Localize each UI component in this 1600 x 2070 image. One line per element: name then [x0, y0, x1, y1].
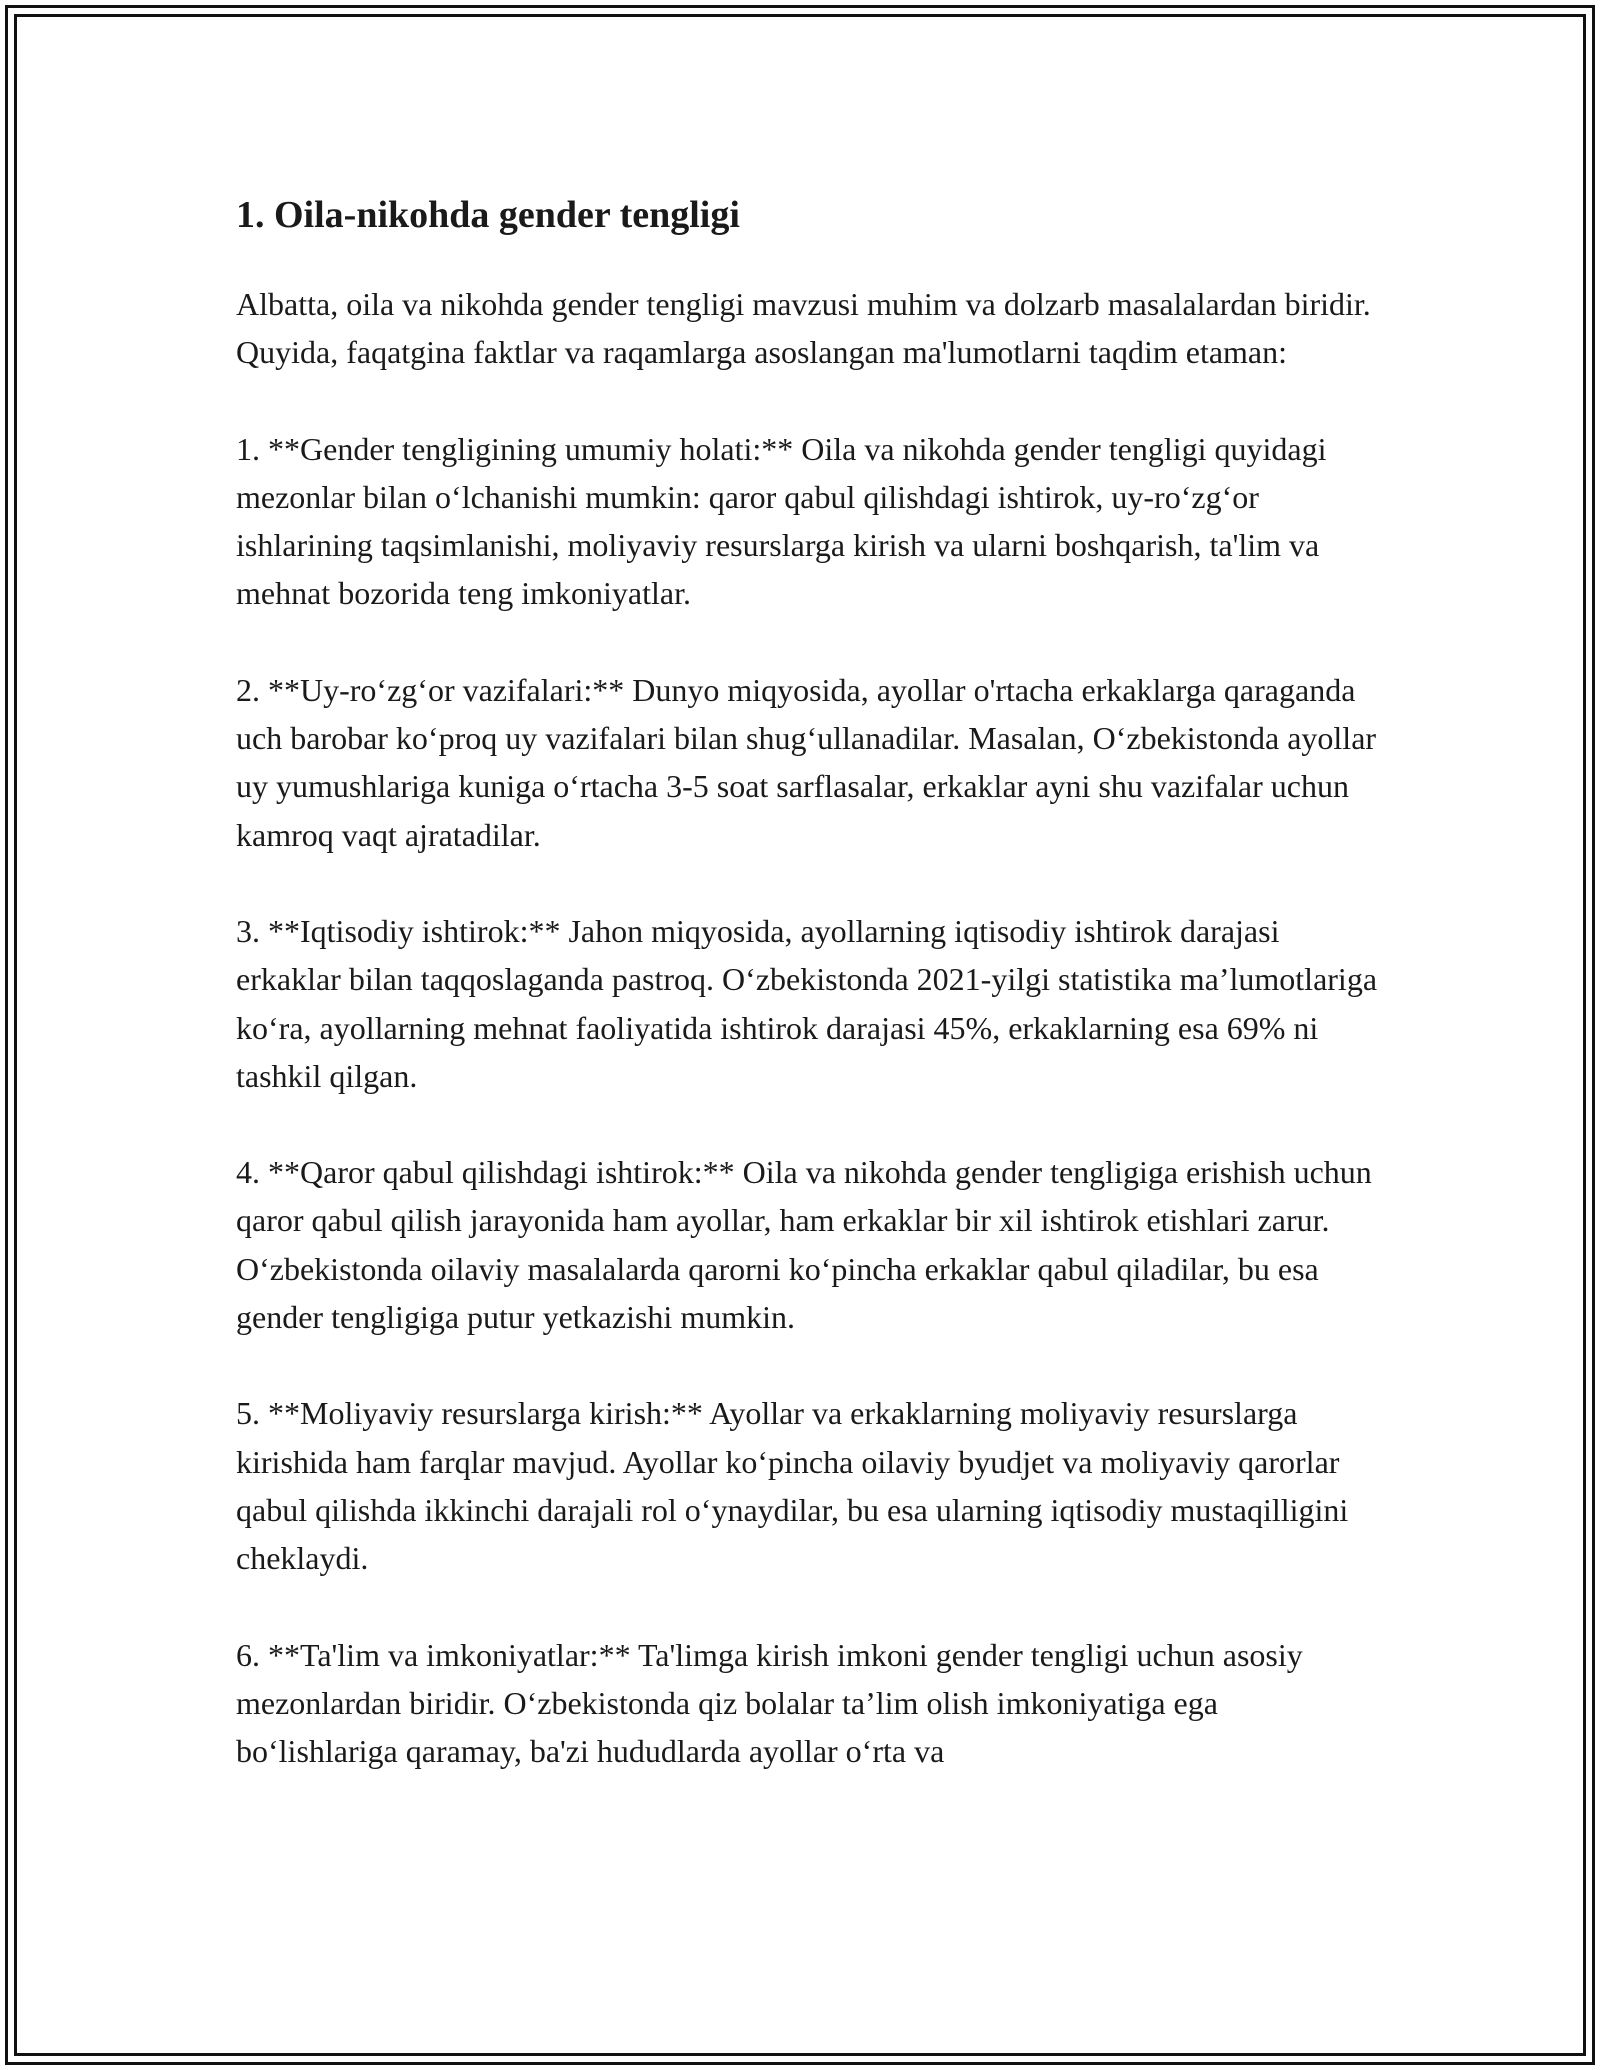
document-body	[236, 186, 1386, 1823]
paragraph-4: 4. **Qaror qabul qilishdagi ishtirok:** Oila va nikohda gender tengligiga erishish uchun qaror qabul qilish jarayonida ham ayollar, ham erkaklar bir xil ishtirok etishlari zarur. O‘zbekistonda oilaviy masalalarda qarorni ko‘pincha erkaklar qabul qiladilar, bu esa gender tengligiga putur yetkazishi mumkin.	[236, 1154, 1372, 1336]
paragraph-1: 1. **Gender tengligining umumiy holati:** Oila va nikohda gender tengligi quyidagi mezonlar bilan o‘lchanishi mumkin: qaror qabul qilishdagi ishtirok, uy-ro‘zg‘or ishlarining taqsimlanishi, moliyaviy resurslarga kirish va ularni boshqarish, ta'lim va mehnat bozorida teng imkoniyatlar.	[236, 430, 1327, 612]
paragraph-6: 6. **Ta'lim va imkoniyatlar:** Ta'limga kirish imkoni gender tengligi uchun asosiy mezonlardan biridir. O‘zbekistonda qiz bolalar ta’lim olish imkoniyatiga ega bo‘lishlariga qaramay, ba'zi hududlarda ayollar o‘rta va	[236, 1636, 1303, 1770]
document-title: 1. Oila-nikohda gender tengligi	[236, 194, 740, 236]
paragraph-2: 2. **Uy-ro‘zg‘or vazifalari:** Dunyo miqyosida, ayollar o'rtacha erkaklarga qaraganda uch barobar ko‘proq uy vazifalari bilan shug‘ullanadilar. Masalan, O‘zbekistonda ayollar uy yumushlariga kuniga o‘rtacha 3-5 soat sarflasalar, erkaklar ayni shu vazifalar uchun kamroq vaqt ajratadilar.	[236, 671, 1377, 853]
paragraph-3: 3. **Iqtisodiy ishtirok:** Jahon miqyosida, ayollarning iqtisodiy ishtirok darajasi erkaklar bilan taqqoslaganda pastroq. O‘zbekistonda 2021-yilgi statistika ma’lumotlariga ko‘ra, ayollarning mehnat faoliyatida ishtirok darajasi 45%, erkaklarning esa 69% ni tashkil qilgan.	[236, 912, 1378, 1094]
paragraph-intro: Albatta, oila va nikohda gender tengligi mavzusi muhim va dolzarb masalalardan biridir. Quyida, faqatgina faktlar va raqamlarga asoslangan ma'lumotlarni taqdim etaman:	[236, 286, 1371, 371]
paragraph-5: 5. **Moliyaviy resurslarga kirish:** Ayollar va erkaklarning moliyaviy resurslarga kirishida ham farqlar mavjud. Ayollar ko‘pincha oilaviy byudjet va moliyaviy qarorlar qabul qilishda ikkinchi darajali rol o‘ynaydilar, bu esa ularning iqtisodiy mustaqilligini cheklaydi.	[236, 1395, 1349, 1577]
